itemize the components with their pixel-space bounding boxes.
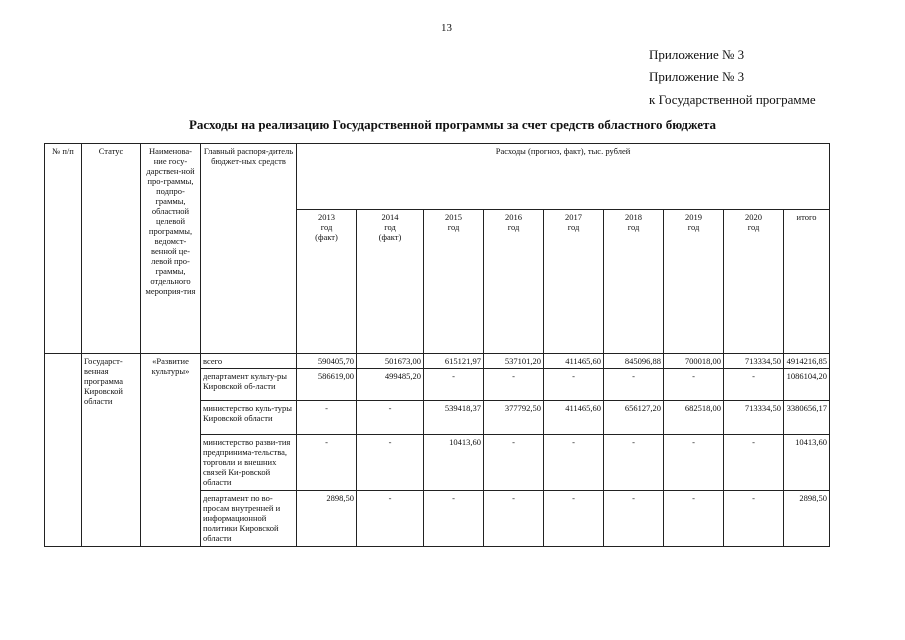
header-expenses: Расходы (прогноз, факт), тыс. рублей xyxy=(297,144,830,210)
year-header-2020 xyxy=(724,210,784,354)
year-unit: год xyxy=(627,222,640,232)
year-label: 2018 xyxy=(625,212,642,222)
admin-cell: департамент культу-ры Кировской об-ласти xyxy=(201,369,297,401)
admin-cell: министерство разви-тия предпринима-тельства, торговли и внешних связей Ки-ровской области xyxy=(201,435,297,491)
value-cell: - xyxy=(357,435,424,491)
value-cell: - xyxy=(664,491,724,547)
year-note: (факт) xyxy=(378,232,402,242)
header-admin: Главный распоря-дитель бюджет-ных средств xyxy=(201,144,297,354)
admin-cell: департамент по во-просам внутренней и информационной политики Кировской области xyxy=(201,491,297,547)
admin-cell: министерство куль-туры Кировской области xyxy=(201,401,297,435)
total-cell: 2898,50 xyxy=(784,491,830,547)
program-name-cell: «Развитие культуры» xyxy=(141,354,201,547)
header-status: Статус xyxy=(82,144,141,354)
value-cell: - xyxy=(484,435,544,491)
year-label: 2016 xyxy=(505,212,522,222)
value-cell: - xyxy=(297,435,357,491)
year-header-2014 xyxy=(357,210,424,354)
year-label: 2020 xyxy=(745,212,762,222)
appendix-line-2: Приложение № 3 xyxy=(649,69,745,84)
value-cell: 2898,50 xyxy=(297,491,357,547)
value-cell: 377792,50 xyxy=(484,401,544,435)
year-unit: год xyxy=(567,222,580,232)
appendix-line-1: Приложение № 3 xyxy=(649,47,745,62)
year-unit: год xyxy=(747,222,760,232)
year-unit: год xyxy=(447,222,460,232)
year-unit: год xyxy=(320,222,333,232)
table-row xyxy=(45,354,830,369)
status-cell: Государст-венная программа Кировской области xyxy=(82,354,141,547)
value-cell: 615121,97 xyxy=(424,354,484,369)
value-cell: - xyxy=(664,435,724,491)
total-cell: 10413,60 xyxy=(784,435,830,491)
value-cell: 713334,50 xyxy=(724,401,784,435)
year-header-2016 xyxy=(484,210,544,354)
value-cell: 499485,20 xyxy=(357,369,424,401)
year-label: 2013 xyxy=(318,212,335,222)
year-unit: год xyxy=(507,222,520,232)
value-cell: - xyxy=(484,369,544,401)
year-header-2013 xyxy=(297,210,357,354)
value-cell: - xyxy=(544,435,604,491)
value-cell: 713334,50 xyxy=(724,354,784,369)
page-number: 13 xyxy=(441,22,452,34)
expenses-table xyxy=(44,143,830,547)
value-cell: - xyxy=(484,491,544,547)
document-title: Расходы на реализацию Государственной программы за счет средств областного бюджета xyxy=(188,117,717,132)
value-cell: - xyxy=(604,491,664,547)
year-unit: год xyxy=(687,222,700,232)
value-cell: - xyxy=(544,369,604,401)
value-cell: 411465,60 xyxy=(544,354,604,369)
value-cell: - xyxy=(604,369,664,401)
total-label: итого xyxy=(796,212,817,222)
year-note: (факт) xyxy=(315,232,338,242)
value-cell: 682518,00 xyxy=(664,401,724,435)
value-cell: 845096,88 xyxy=(604,354,664,369)
value-cell: 10413,60 xyxy=(424,435,484,491)
value-cell: - xyxy=(357,401,424,435)
value-cell: 411465,60 xyxy=(544,401,604,435)
year-label: 2015 xyxy=(445,212,462,222)
value-cell: - xyxy=(724,435,784,491)
total-cell: 1086104,20 xyxy=(784,369,830,401)
value-cell: - xyxy=(724,369,784,401)
value-cell: 537101,20 xyxy=(484,354,544,369)
value-cell: - xyxy=(664,369,724,401)
value-cell: 590405,70 xyxy=(297,354,357,369)
year-header-2017 xyxy=(544,210,604,354)
year-header-total xyxy=(784,210,830,354)
value-cell: 700018,00 xyxy=(664,354,724,369)
appendix-line-3: к Государственной программе xyxy=(649,92,816,107)
year-header-2018 xyxy=(604,210,664,354)
value-cell: - xyxy=(424,369,484,401)
value-cell: - xyxy=(424,491,484,547)
year-label: 2014 xyxy=(381,212,399,222)
year-header-2019 xyxy=(664,210,724,354)
header-program-name: Наименова-ние госу-дарствен-ной про-граммы, подпро-граммы, областной целевой программы, ведомст-венной це-левой про-граммы, отдельного мероприя-тия xyxy=(141,144,201,354)
total-cell: 4914216,85 xyxy=(784,354,830,369)
year-label: 2017 xyxy=(565,212,582,222)
admin-cell: всего xyxy=(201,354,297,369)
value-cell: 539418,37 xyxy=(424,401,484,435)
value-cell: - xyxy=(544,491,604,547)
value-cell: 656127,20 xyxy=(604,401,664,435)
total-cell: 3380656,17 xyxy=(784,401,830,435)
value-cell: - xyxy=(604,435,664,491)
year-unit: год xyxy=(384,222,396,232)
value-cell: - xyxy=(297,401,357,435)
value-cell: 501673,00 xyxy=(357,354,424,369)
year-header-2015 xyxy=(424,210,484,354)
header-num: № п/п xyxy=(45,144,82,354)
row-number-cell xyxy=(45,354,82,547)
header-row-1 xyxy=(45,144,830,210)
year-label: 2019 xyxy=(685,212,702,222)
value-cell: 586619,00 xyxy=(297,369,357,401)
value-cell: - xyxy=(357,491,424,547)
value-cell: - xyxy=(724,491,784,547)
